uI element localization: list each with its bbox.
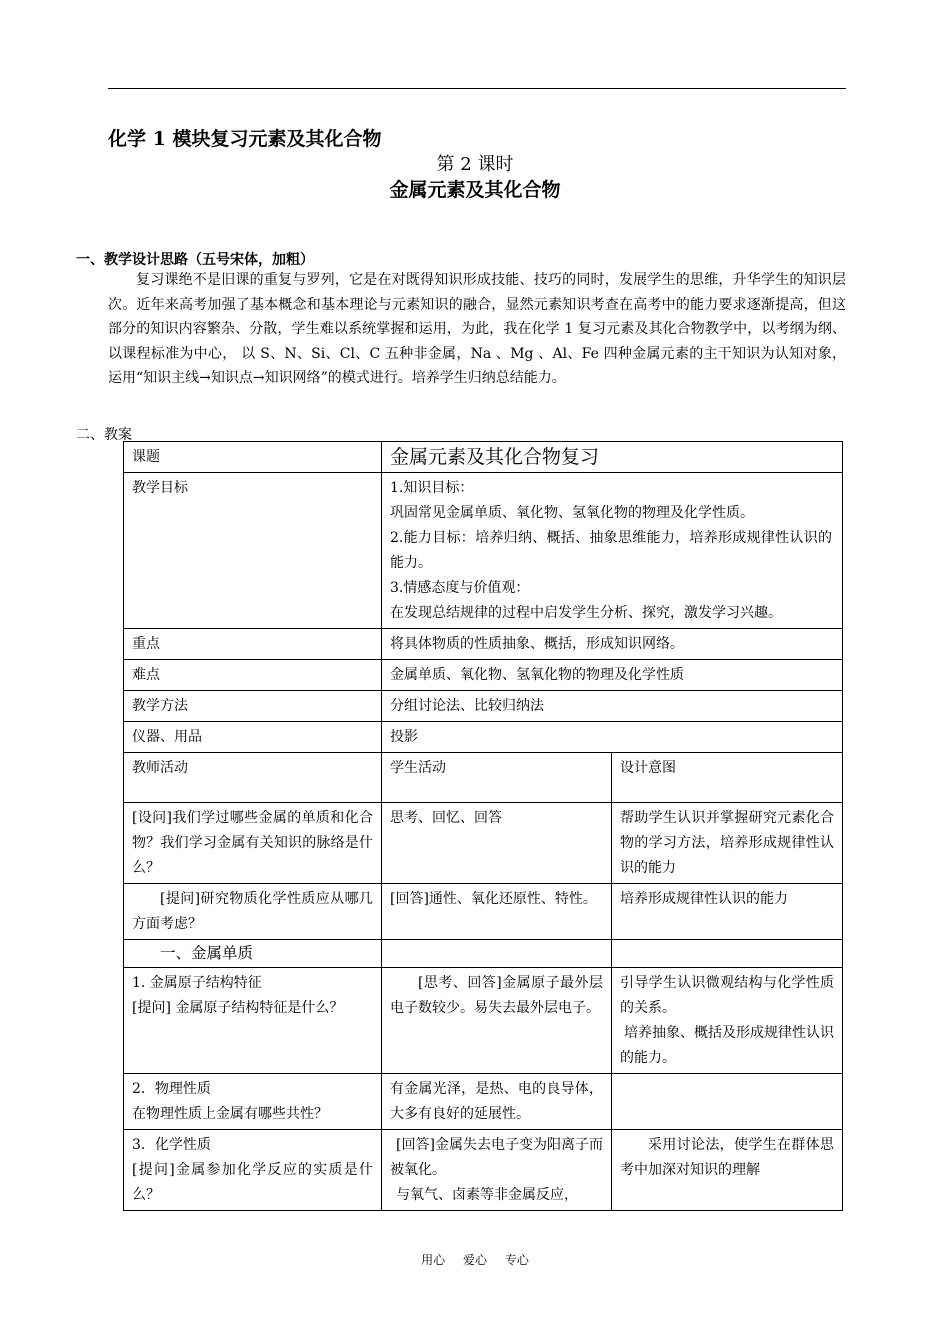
activity-line: 与氧气、卤素等非金属反应， <box>396 1187 578 1203</box>
activity-line: 1. 金属原子结构特征 <box>132 975 262 991</box>
difficult-value: 金属单质、氧化物、氢氧化物的物理及化学性质 <box>382 660 843 691</box>
column-header-teacher: 教师活动 <box>124 753 382 803</box>
activity-line: [提问]金属参加化学反应的实质是什么？ <box>132 1162 373 1203</box>
key-value: 将具体物质的性质抽象、概括，形成知识网络。 <box>382 629 843 660</box>
topic-value: 金属元素及其化合物复习 <box>382 442 843 473</box>
teacher-activity: [提问]研究物质化学性质应从哪几方面考虑？ <box>124 884 382 940</box>
activity-line: 3．化学性质 <box>132 1137 211 1153</box>
section-heading-design: 一、教学设计思路（五号宋体，加粗） <box>76 252 314 268</box>
goals-label: 教学目标 <box>124 473 382 629</box>
activity-line: 2．物理性质 <box>132 1081 211 1097</box>
activity-line: [提问] 金属原子结构特征是什么？ <box>132 1000 344 1016</box>
table-row <box>124 968 843 1074</box>
student-activity: [思考、回答]金属原子最外层电子数较少。易失去最外层电子。 <box>382 968 612 1074</box>
table-row <box>124 442 843 473</box>
intent-line: 引导学生认识微观结构与化学性质的关系。 <box>620 975 835 1016</box>
tools-value: 投影 <box>382 722 843 753</box>
subsection-heading: 一、金属单质 <box>124 940 382 968</box>
table-row <box>124 884 843 940</box>
footer-word: 用心 <box>421 1253 446 1267</box>
goal-line: 1.知识目标： <box>390 480 474 496</box>
goal-line: 3.情感态度与价值观： <box>390 580 530 596</box>
module-title: 化学 1 模块复习元素及其化合物 <box>108 128 382 150</box>
section-heading-plan: 二、教案 <box>76 427 132 443</box>
goal-line: 巩固常见金属单质、氧化物、氢氧化物的物理及化学性质。 <box>390 505 754 521</box>
design-intent <box>612 968 843 1074</box>
teacher-activity <box>124 968 382 1074</box>
table-row <box>124 473 843 629</box>
design-intent: 采用讨论法，使学生在群体思考中加深对知识的理解 <box>612 1130 843 1211</box>
lesson-plan-table <box>123 441 843 1211</box>
tools-label: 仪器、用品 <box>124 722 382 753</box>
empty-cell <box>612 940 843 968</box>
table-row <box>124 1074 843 1130</box>
design-intent: 培养形成规律性认识的能力 <box>612 884 843 940</box>
teacher-activity: [设问]我们学过哪些金属的单质和化合物？我们学习金属有关知识的脉络是什么？ <box>124 803 382 884</box>
table-row <box>124 1130 843 1211</box>
method-label: 教学方法 <box>124 691 382 722</box>
table-row <box>124 660 843 691</box>
activity-line: [回答]金属失去电子变为阳离子而被氧化。 <box>390 1137 603 1178</box>
column-header-intent: 设计意图 <box>612 753 843 803</box>
teacher-activity <box>124 1074 382 1130</box>
empty-cell <box>382 940 612 968</box>
method-value: 分组讨论法、比较归纳法 <box>382 691 843 722</box>
student-activity: 思考、回忆、回答 <box>382 803 612 884</box>
footer-word: 专心 <box>504 1253 529 1267</box>
footer-word: 爱心 <box>462 1253 487 1267</box>
column-header-student: 学生活动 <box>382 753 612 803</box>
table-row <box>124 691 843 722</box>
student-activity: 有金属光泽，是热、电的良导体，大多有良好的延展性。 <box>382 1074 612 1130</box>
key-label: 重点 <box>124 629 382 660</box>
activity-line: 在物理性质上金属有哪些共性？ <box>132 1106 328 1122</box>
goal-line: 在发现总结规律的过程中启发学生分析、探究，激发学习兴趣。 <box>390 605 782 621</box>
table-row <box>124 629 843 660</box>
intent-line: 培养抽象、概括及形成规律性认识的能力。 <box>620 1025 835 1066</box>
table-row <box>124 753 843 803</box>
student-activity <box>382 1130 612 1211</box>
topic-label: 课题 <box>124 442 382 473</box>
difficult-label: 难点 <box>124 660 382 691</box>
goals-cell <box>382 473 843 629</box>
page-title: 金属元素及其化合物 <box>389 179 561 201</box>
table-row <box>124 803 843 884</box>
student-activity: [回答]通性、氧化还原性、特性。 <box>382 884 612 940</box>
empty-cell <box>612 1074 843 1130</box>
lesson-number: 第 2 课时 <box>436 154 514 175</box>
table-row <box>124 722 843 753</box>
page-footer <box>0 1251 950 1268</box>
header-rule <box>108 88 846 89</box>
design-intent: 帮助学生认识并掌握研究元素化合物的学习方法，培养形成规律性认识的能力 <box>612 803 843 884</box>
teacher-activity <box>124 1130 382 1211</box>
goal-line: 2.能力目标：培养归纳、概括、抽象思维能力，培养形成规律性认识的能力。 <box>390 530 833 571</box>
design-paragraph: 复习课绝不是旧课的重复与罗列，它是在对既得知识形成技能、技巧的同时，发展学生的思维，升华学生的知识层次。近年来高考加强了基本概念和基本理论与元素知识的融合，显然元素知识考查在高考中的能力要求逐渐提高，但这部分的知识内容繁杂、分散，学生难以系统掌握和运用，为此，我在化学 1 复习元素及其化合物教学中，以考纲为纲、以课程标准为中心， 以 S、N、Si、Cl、C 五种非金属，Na 、Mg 、Al、Fe 四种金属元素的主干知识为认知对象，运用“知识主线→知识点→知识网络”的模式进行。培养学生归纳总结能力。 <box>108 272 846 387</box>
table-row <box>124 940 843 968</box>
